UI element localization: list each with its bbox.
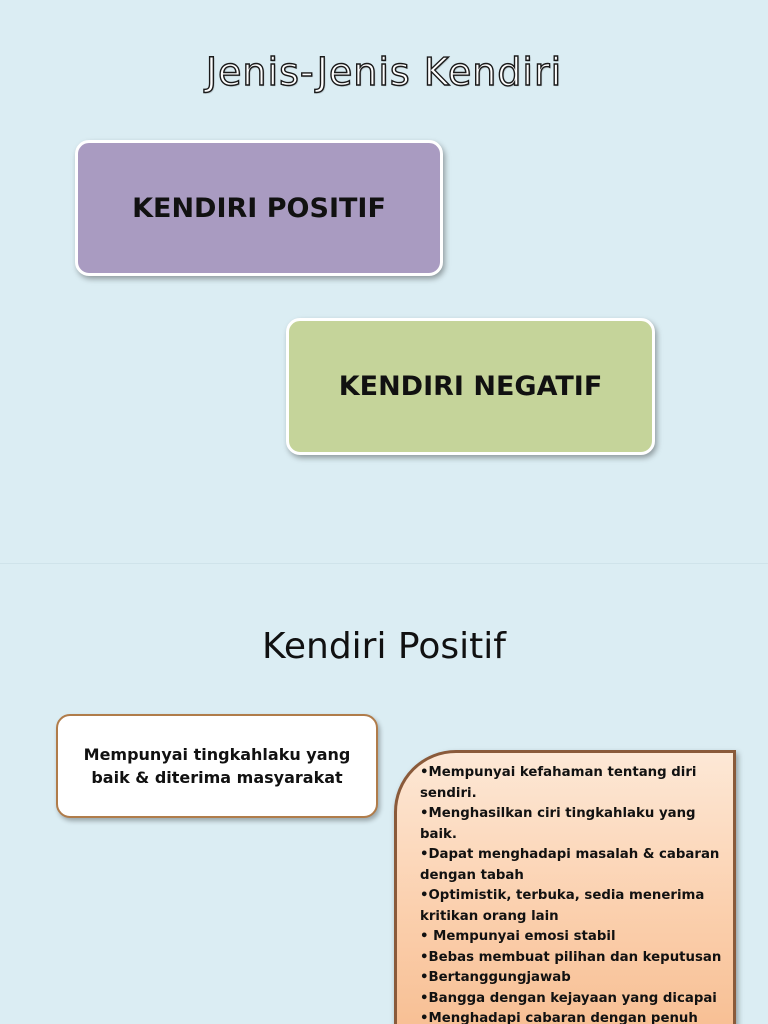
list-item: •Dapat menghadapi masalah & cabaran xyxy=(420,847,720,862)
description-text xyxy=(84,743,351,789)
slide-title: Jenis-Jenis Kendiri xyxy=(205,50,563,94)
list-item: •Menghadapi cabaran dengan penuh xyxy=(420,1011,698,1024)
description-line: baik & diterima masyarakat xyxy=(91,768,343,787)
list-item: dengan tabah xyxy=(420,867,524,883)
list-item: sendiri. xyxy=(420,785,477,801)
list-item: •Mempunyai kefahaman tentang diri xyxy=(420,765,697,780)
slide-divider xyxy=(0,563,768,564)
kendiri-positif-label: KENDIRI POSITIF xyxy=(132,192,386,224)
kendiri-negatif-label: KENDIRI NEGATIF xyxy=(338,371,603,402)
list-item: •Bangga dengan kejayaan yang dicapai xyxy=(420,990,717,1006)
description-box xyxy=(56,714,378,818)
list-item: •Menghasilkan ciri tingkahlaku yang xyxy=(420,806,696,821)
list-item: •Bertanggungjawab xyxy=(420,970,571,985)
list-item: baik. xyxy=(420,826,457,842)
list-item: kritikan orang lain xyxy=(420,908,559,924)
list-item: •Optimistik, terbuka, sedia menerima xyxy=(420,888,705,903)
section-title: Kendiri Positif xyxy=(262,626,506,667)
description-line: Mempunyai tingkahlaku yang xyxy=(83,745,351,764)
list-item: • Mempunyai emosi stabil xyxy=(420,929,616,944)
kendiri-positif-box xyxy=(75,140,443,276)
kendiri-negatif-box xyxy=(286,318,655,455)
list-item: •Bebas membuat pilihan dan keputusan xyxy=(420,949,722,965)
traits-list-box xyxy=(394,750,736,1024)
